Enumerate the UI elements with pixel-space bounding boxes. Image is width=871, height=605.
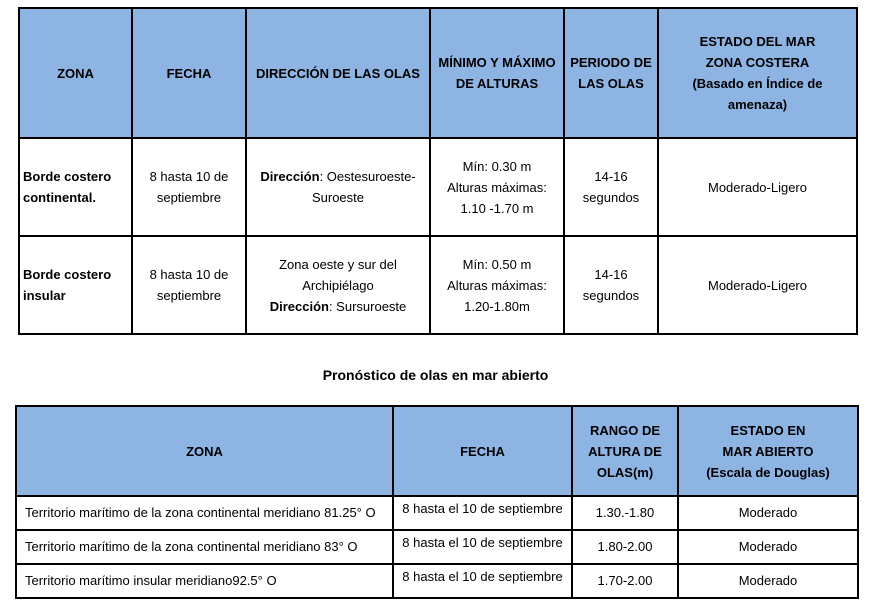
header-state-line: (Escala de Douglas) [706,464,830,480]
table-row [16,530,858,564]
table-row [16,564,858,598]
date-cell: 8 hasta el 10 de septiembre [393,530,572,564]
open-sea-forecast-table [15,405,859,599]
header-height-range [572,406,678,496]
max-height-label: Alturas máximas: [447,179,547,195]
zone-cell: Territorio marítimo insular meridiano92.5° O [16,564,393,598]
table-row [16,496,858,530]
table-row [19,138,857,236]
header-zone: ZONA [19,8,132,138]
direction-label: Dirección [260,169,320,184]
sea-state-cell: Moderado-Ligero [658,236,857,334]
header-sea-state-line: ZONA COSTERA [705,55,810,70]
header-range-line: OLAS(m) [596,464,654,480]
coastal-header-row [19,8,857,138]
sea-state-cell: Moderado [678,564,858,598]
direction-line: Archipiélago [302,277,374,293]
header-date: FECHA [132,8,246,138]
header-min-max-line: DE ALTURAS [455,76,539,91]
zone-line: Borde costero [23,169,112,184]
header-sea-state-line: amenaza) [727,97,788,112]
height-cell [430,236,564,334]
max-height: 1.10 -1.70 m [460,200,534,216]
open-sea-title: Pronóstico de olas en mar abierto [322,367,549,383]
height-range-cell: 1.80-2.00 [572,530,678,564]
header-sea-state-line: (Basado en Índice de [692,76,823,91]
header-state-line: ESTADO EN [730,422,806,438]
zone-cell [19,236,132,334]
max-height: 1.20-1.80m [464,298,530,314]
direction-cell [246,138,430,236]
header-date: FECHA [393,406,572,496]
date-cell [132,236,246,334]
direction-value: : Sursuroeste [328,298,407,314]
zone-line: continental. [23,190,96,205]
period-cell [564,236,658,334]
header-direction: DIRECCIÓN DE LAS OLAS [246,8,430,138]
header-range-line: ALTURA DE [588,443,662,459]
header-min-max-line: MÍNIMO Y MÁXIMO [438,55,556,70]
direction-line [251,296,425,317]
sea-state-cell: Moderado-Ligero [658,138,857,236]
direction-label: Dirección [269,298,329,314]
zone-cell [19,138,132,236]
header-min-max [430,8,564,138]
direction-line [251,166,425,187]
period-cell [564,138,658,236]
zone-cell: Territorio marítimo de la zona continental meridiano 81.25° O [16,496,393,530]
min-height: Mín: 0.30 m [462,158,532,174]
header-open-sea-state [678,406,858,496]
direction-line: Zona oeste y sur del [279,256,397,272]
date-line: 8 hasta 10 de [149,169,229,184]
header-range-line: RANGO DE [589,422,661,438]
min-height: Mín: 0.50 m [462,256,532,272]
header-period-line: PERIODO DE [570,55,652,70]
period-line: 14-16 [594,169,628,184]
date-cell [132,138,246,236]
date-line: septiembre [156,288,222,303]
zone-line: insular [23,288,66,303]
period-line: segundos [582,288,640,303]
zone-line: Borde costero [23,267,112,282]
direction-line: Suroeste [311,190,365,205]
date-line: septiembre [156,190,222,205]
header-sea-state [658,8,857,138]
open-sea-header-row [16,406,858,496]
header-period [564,8,658,138]
period-line: segundos [582,190,640,205]
coastal-forecast-table [18,7,858,335]
max-height-label: Alturas máximas: [447,277,547,293]
direction-cell [246,236,430,334]
height-range-cell: 1.30.-1.80 [572,496,678,530]
header-zone: ZONA [16,406,393,496]
sea-state-cell: Moderado [678,530,858,564]
header-period-line: LAS OLAS [578,76,644,91]
header-state-line: MAR ABIERTO [722,443,814,459]
date-cell: 8 hasta el 10 de septiembre [393,496,572,530]
zone-cell: Territorio marítimo de la zona continental meridiano 83° O [16,530,393,564]
date-line: 8 hasta 10 de [149,267,229,282]
direction-value: : Oestesuroeste- [319,169,416,184]
sea-state-cell: Moderado [678,496,858,530]
header-sea-state-line: ESTADO DEL MAR [699,34,816,49]
period-line: 14-16 [594,267,628,282]
height-range-cell: 1.70-2.00 [572,564,678,598]
height-cell [430,138,564,236]
date-cell: 8 hasta el 10 de septiembre [393,564,572,598]
table-row [19,236,857,334]
